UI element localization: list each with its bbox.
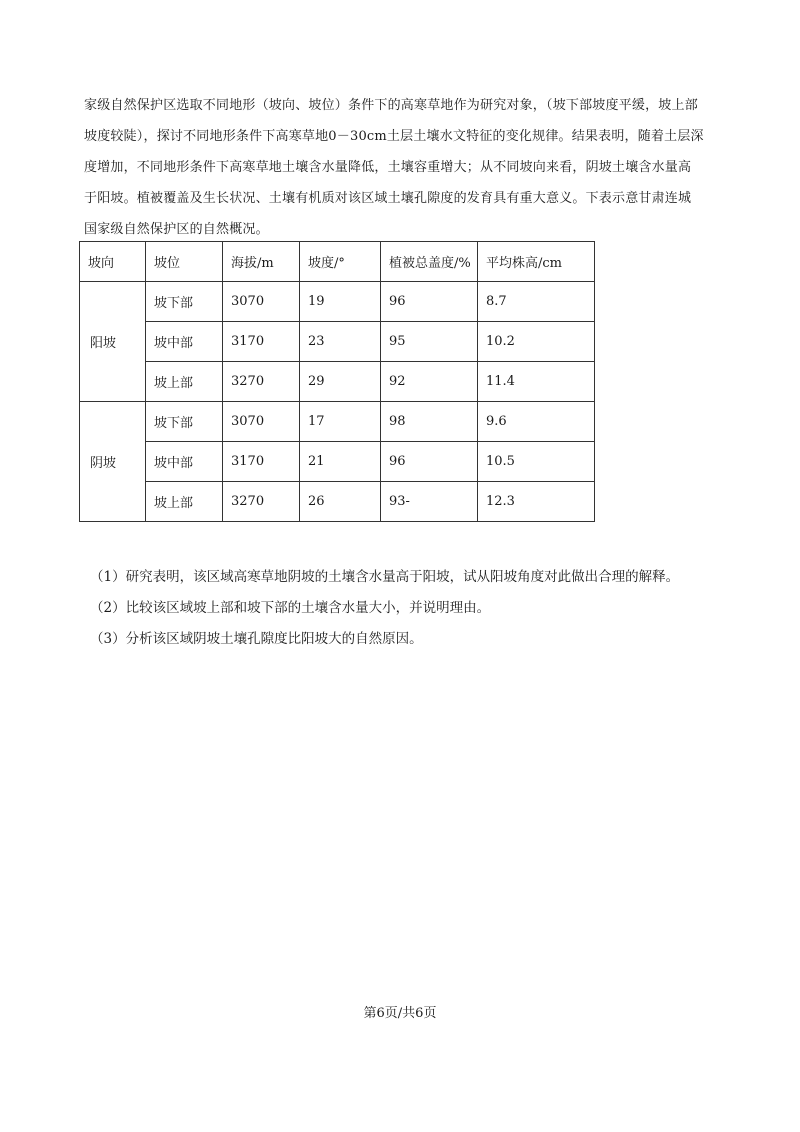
table-cell: 3070 — [223, 402, 300, 442]
table-cell: 21 — [300, 442, 381, 482]
table-cell: 26 — [300, 482, 381, 522]
table-cell: 95 — [381, 322, 478, 362]
aspect-cell: 阴坡 — [80, 402, 146, 522]
table-cell: 23 — [300, 322, 381, 362]
table-row — [80, 322, 595, 362]
intro-line: 坡度较陡），探讨不同地形条件下高寒草地0－30cm土层土壤水文特征的变化规律。结果表明，随着土层深 — [84, 129, 704, 144]
header-coverage: 植被总盖度/% — [381, 242, 478, 282]
question-item: （3）分析该区域阴坡土壤孔隙度比阳坡大的自然原因。 — [90, 631, 423, 647]
table-row — [80, 402, 595, 442]
table-cell: 8.7 — [478, 282, 595, 322]
table-cell: 11.4 — [478, 362, 595, 402]
table-cell: 92 — [381, 362, 478, 402]
intro-line: 于阳坡。植被覆盖及生长状况、土壤有机质对该区域土壤孔隙度的发育具有重大意义。下表示意甘肃连城 — [84, 191, 692, 206]
table-cell: 3170 — [223, 442, 300, 482]
question-item: （1）研究表明，该区域高寒草地阴坡的土壤含水量高于阳坡，试从阳坡角度对此做出合理的解释。 — [90, 569, 680, 585]
table-cell: 96 — [381, 282, 478, 322]
table-cell: 19 — [300, 282, 381, 322]
header-position: 坡位 — [146, 242, 223, 282]
table-cell: 29 — [300, 362, 381, 402]
table-cell: 坡中部 — [146, 442, 223, 482]
table-cell: 坡上部 — [146, 362, 223, 402]
table-cell: 12.3 — [478, 482, 595, 522]
table-row — [80, 482, 595, 522]
intro-line: 度增加，不同地形条件下高寒草地土壤含水量降低，土壤容重增大；从不同坡向来看，阴坡土壤含水量高 — [84, 160, 692, 175]
table-row — [80, 442, 595, 482]
table-cell: 93- — [381, 482, 478, 522]
table-cell: 9.6 — [478, 402, 595, 442]
table-cell: 坡下部 — [146, 402, 223, 442]
table-cell: 96 — [381, 442, 478, 482]
aspect-cell: 阳坡 — [80, 282, 146, 402]
intro-line: 家级自然保护区选取不同地形（坡向、坡位）条件下的高寒草地作为研究对象，（坡下部坡度平缓，坡上部 — [84, 98, 698, 113]
table-cell: 3270 — [223, 482, 300, 522]
header-slope: 坡度/° — [300, 242, 381, 282]
table-cell: 98 — [381, 402, 478, 442]
table-cell: 坡上部 — [146, 482, 223, 522]
page-number: 第6页/共6页 — [363, 1006, 437, 1021]
table-cell: 坡下部 — [146, 282, 223, 322]
header-height: 平均株高/cm — [478, 242, 595, 282]
table-cell: 10.5 — [478, 442, 595, 482]
question-list — [90, 562, 679, 655]
table-cell: 3170 — [223, 322, 300, 362]
table-row — [80, 362, 595, 402]
intro-line: 国家级自然保护区的自然概况。 — [84, 222, 269, 237]
table-header-row — [80, 242, 595, 282]
header-altitude: 海拔/m — [223, 242, 300, 282]
table-cell: 3070 — [223, 282, 300, 322]
nature-reserve-table — [79, 241, 595, 522]
intro-paragraph — [84, 90, 724, 245]
table-row — [80, 282, 595, 322]
table-cell: 17 — [300, 402, 381, 442]
header-aspect: 坡向 — [80, 242, 146, 282]
table-cell: 3270 — [223, 362, 300, 402]
table-cell: 10.2 — [478, 322, 595, 362]
question-item: （2）比较该区域坡上部和坡下部的土壤含水量大小，并说明理由。 — [90, 600, 491, 616]
table-cell: 坡中部 — [146, 322, 223, 362]
